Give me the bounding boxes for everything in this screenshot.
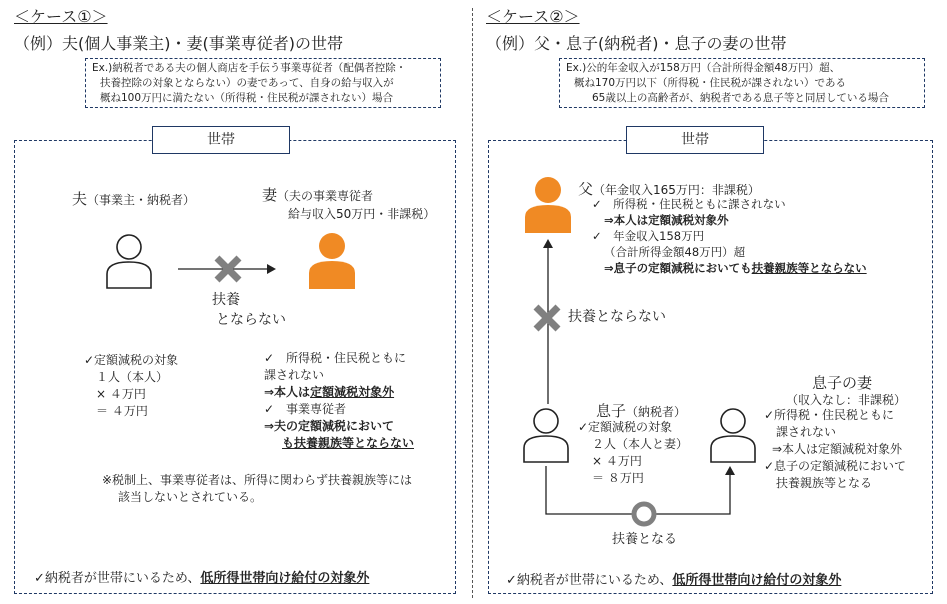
son-wife-note-line: 扶養親族等となる (776, 476, 873, 490)
case2-example-line: 65歳以上の高齢者が、納税者である息子等と同居している場合 (592, 92, 889, 104)
husband-notes (84, 352, 178, 420)
case2-example-box (559, 58, 925, 108)
wife-note-line: ⇒本人は定額減税対象外 (264, 385, 395, 399)
father-note-line: ✓ 年金収入158万円 (592, 229, 705, 243)
case1-example-line: Ex.)納税者である夫の個人商店を手伝う事業専従者（配偶者控除・ (92, 62, 407, 74)
connector-label: 扶養となる (612, 532, 678, 547)
father-note-line: ⇒息子の定額減税においても扶養親族等とならない (604, 261, 867, 275)
wife-note-line: も扶養親族等とならない (282, 436, 415, 450)
vertical-arrow-label: 扶養とならない (568, 309, 666, 325)
husband-role: （事業主・納税者） (87, 193, 196, 207)
son-wife-note-line: ✓所得税・住民税ともに (764, 408, 895, 422)
wife-note-line: 課されない (264, 368, 325, 382)
arrow-label-2: とならない (216, 312, 286, 328)
son-wife-note-line: ✓息子の定額減税において (764, 459, 907, 473)
case2-household-label: 世帯 (626, 126, 764, 154)
case2-example-line: Ex.)公的年金収入が158万円（合計所得金額48万円）超、 (566, 62, 841, 74)
wife-name: 妻 (262, 186, 278, 204)
father-note-line: ✓ 所得税・住民税ともに課されない (592, 197, 786, 211)
case1-bottom-note: ✓納税者が世帯にいるため、低所得世帯向け給付の対象外 (34, 571, 370, 586)
father-note-line: （合計所得金額48万円）超 (604, 245, 746, 259)
son-wife-role: （収入なし：非課税） (786, 393, 907, 407)
son-wife-name: 息子の妻 (812, 374, 873, 392)
father-note-line: ⇒本人は定額減税対象外 (604, 213, 729, 227)
husband-name: 夫 (72, 190, 88, 208)
father-name: 父 (578, 180, 594, 198)
father-person-icon (522, 176, 574, 234)
son-note-line: ＝ ８万円 (592, 471, 644, 485)
wife-note-line: ✓ 所得税・住民税ともに (264, 351, 407, 365)
son-wife-note-line: ⇒本人は定額減税対象外 (772, 442, 903, 456)
wife-note-line: ⇒夫の定額減税において (264, 419, 395, 433)
husband-note-line: ✓定額減税の対象 (84, 353, 179, 367)
wife-label (262, 184, 373, 205)
case1-example-box (85, 58, 441, 108)
case2-title: ＜ケース②＞ (486, 7, 580, 26)
footnote-line: 該当しないとされている。 (118, 490, 263, 504)
wife-note-line: ✓ 事業専従者 (264, 402, 347, 416)
case1-example-line: 扶養控除の対象とならない）の妻であって、自身の給与収入が (100, 77, 394, 89)
husband-note-line: ＝ ４万円 (96, 404, 148, 418)
son-person-icon (520, 406, 572, 464)
case1-household-label: 世帯 (152, 126, 290, 154)
case2-example-title: （例）父・息子(納税者)・息子の妻の世帯 (486, 34, 787, 53)
son-wife-notes (764, 407, 906, 492)
wife-notes (264, 350, 414, 452)
husband-note-line: × ４万円 (96, 387, 146, 401)
wife-person-icon (306, 232, 358, 290)
case-divider (472, 8, 473, 598)
wife-role: （夫の事業専従者 (277, 189, 374, 203)
son-role: （納税者） (626, 405, 687, 419)
footnote-line: ※税制上、事業専従者は、所得に関わらず扶養親族等には (102, 473, 413, 487)
son-name: 息子 (596, 402, 627, 420)
case2-example-line: 概ね170万円以下（所得税・住民税が課されない）である (574, 77, 847, 89)
case1-example-line: 概ね100万円に満たない（所得税・住民税が課されない）場合 (100, 92, 394, 104)
husband-label (72, 188, 195, 209)
case1-example-title: （例）夫(個人事業主)・妻(事業専従者)の世帯 (14, 34, 343, 53)
son-wife-note-line: 課されない (776, 425, 837, 439)
father-notes (592, 196, 867, 276)
circle-mark-icon (630, 500, 658, 528)
son-note-line: × ４万円 (592, 454, 642, 468)
cross-icon (212, 253, 244, 285)
husband-person-icon (103, 232, 155, 290)
case1-title: ＜ケース①＞ (14, 7, 108, 26)
arrow-label-1: 扶養 (212, 292, 240, 308)
son-wife-person-icon (707, 406, 759, 464)
cross-icon (531, 302, 563, 334)
father-role: （年金収入165万円：非課税） (593, 183, 760, 197)
son-label (596, 400, 686, 421)
case1-footnote (102, 472, 412, 506)
son-note-line: ２人（本人と妻） (592, 437, 689, 451)
wife-role-line2: 給与収入50万円・非課税） (288, 207, 436, 221)
case2-bottom-note: ✓納税者が世帯にいるため、低所得世帯向け給付の対象外 (506, 573, 842, 588)
son-note-line: ✓定額減税の対象 (578, 420, 673, 434)
husband-note-line: １人（本人） (96, 370, 169, 384)
